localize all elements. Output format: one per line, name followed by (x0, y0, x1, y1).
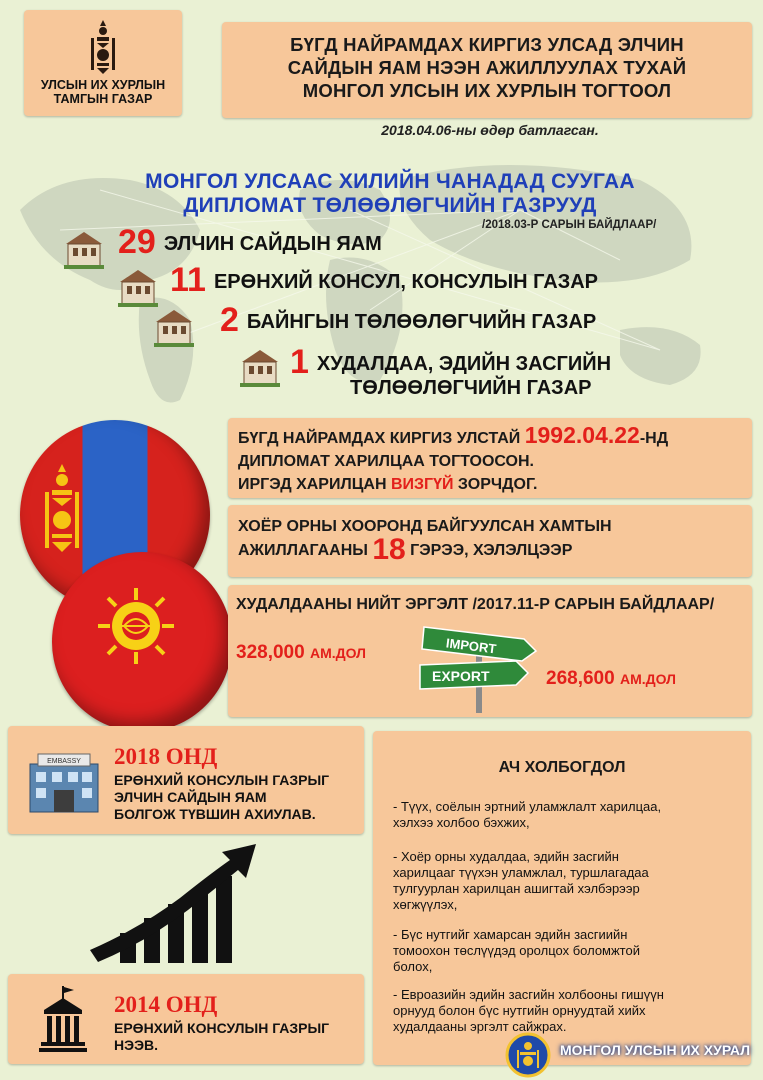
agreements-count: 18 (372, 533, 406, 566)
agreements-suffix: ГЭРЭЭ, ХЭЛЭЛЦЭЭР (405, 542, 573, 559)
embassy-building-icon (24, 750, 104, 816)
approval-date: 2018.04.06-ны өдөр батлагсан. (381, 122, 599, 138)
diplomatic-relations-box (228, 418, 752, 498)
resolution-title-box (222, 22, 752, 118)
milestone-2018-text: ЕРӨНХИЙ КОНСУЛЫН ГАЗРЫГ ЭЛЧИН САЙДЫН ЯАМ БОЛГОЖ ТҮВШИН АХИУЛАВ. (114, 772, 330, 822)
relations-line2: ДИПЛОМАТ ХАРИЛЦАА ТОГТООСОН. (238, 453, 534, 470)
import-export-signpost-icon (416, 621, 546, 713)
import-sign-label: IMPORT (445, 635, 498, 657)
tunduk-sun-icon (96, 586, 176, 666)
kyrgyzstan-flag (52, 552, 232, 732)
parliament-office-logo-box (24, 10, 182, 116)
mission-count: 2 (220, 301, 239, 339)
visa-free-label: ВИЗГҮЙ (390, 476, 454, 493)
export-value: 268,600 АМ.ДОЛ (546, 668, 676, 689)
milestone-2018-box (8, 726, 364, 834)
trade-title: ХУДАЛДААНЫ НИЙТ ЭРГЭЛТ /2017.11-Р САРЫН БАЙДЛААР/ (236, 596, 715, 613)
growth-arrow-icon (80, 838, 280, 968)
significance-title: АЧ ХОЛБОГДОЛ (498, 759, 626, 776)
mission-label-line2: ТӨЛӨӨЛӨГЧИЙН ГАЗАР (350, 377, 592, 399)
visa-suffix: ЗОРЧДОГ. (453, 476, 538, 493)
milestone-2014-year: 2014 ОНД (114, 992, 218, 1017)
consulate-building-icon (38, 984, 88, 1054)
milestone-2014-box (8, 974, 364, 1064)
title-line-2: САЙДЫН ЯАМ НЭЭН АЖИЛЛУУЛАХ ТУХАЙ (287, 57, 687, 78)
significance-item: - Хоёр орны худалдаа, эдийн засгийн харилцааг түүхэн уламжлал, туршлагадаа тулгуурлан харилцан ашигтай хэлбэрээр хөгжүүлэх, (393, 849, 649, 912)
mission-row-consulates (170, 261, 599, 299)
agreements-prefix: АЖИЛЛАГААНЫ (238, 542, 373, 559)
mission-label: БАЙНГЫН ТӨЛӨӨЛӨГЧИЙН ГАЗАР (246, 311, 597, 333)
significance-box (373, 731, 751, 1065)
missions-title-line1: МОНГОЛ УЛСААС ХИЛИЙН ЧАНАДАД СУУГАА (145, 170, 635, 193)
mission-label: ЕРӨНХИЙ КОНСУЛ, КОНСУЛЫН ГАЗАР (213, 271, 599, 293)
mission-label: ХУДАЛДАА, ЭДИЙН ЗАСГИЙН (316, 353, 612, 375)
export-sign-label: EXPORT (432, 668, 490, 684)
title-line-1: БҮГД НАЙРАМДАХ КИРГИЗ УЛСАД ЭЛЧИН (290, 34, 684, 55)
title-line-3: МОНГОЛ УЛСЫН ИХ ХУРЛЫН ТОГТООЛ (302, 80, 672, 101)
consulate-building-icon (116, 266, 160, 308)
agreements-box (228, 505, 752, 577)
significance-item: - Бүс нутгийг хамарсан эдийн засгиийн томоохон төслүүдэд оролцох боломжтой болох, (393, 927, 640, 974)
relations-suffix: -НД (639, 430, 669, 447)
milestone-2014-text: ЕРӨНХИЙ КОНСУЛЫН ГАЗРЫГ НЭЭВ. (114, 1020, 330, 1053)
import-value: 328,000 АМ.ДОЛ (236, 642, 366, 663)
missions-title (90, 170, 690, 218)
embassy-building-icon (62, 228, 106, 270)
mission-count: 29 (118, 223, 156, 261)
embassy-sign-label: EMBASSY (47, 758, 81, 765)
agreements-line1: ХОЁР ОРНЫ ХООРОНД БАЙГУУЛСАН ХАМТЫН (238, 518, 612, 535)
relations-text: БҮГД НАЙРАМДАХ КИРГИЗ УЛСТАЙ (238, 430, 525, 447)
org-name-line2: ТАМГЫН ГАЗАР (53, 92, 153, 106)
footer-label: МОНГОЛ УЛСЫН ИХ ХУРАЛ (560, 1042, 751, 1058)
mission-count: 11 (170, 261, 206, 299)
milestone-2018-year: 2018 ОНД (114, 744, 218, 769)
trade-mission-building-icon (238, 346, 282, 388)
mission-row-embassies (118, 223, 382, 261)
missions-title-line2: ДИПЛОМАТ ТӨЛӨӨЛӨГЧИЙН ГАЗРУУД (183, 194, 597, 217)
permanent-mission-building-icon (152, 306, 196, 348)
significance-item: - Түүх, соёлын эртний уламжлалт харилцаа, хэлхээ холбоо бэхжих, (393, 799, 662, 830)
soyombo-emblem-icon (88, 18, 118, 76)
missions-as-of: /2018.03-Р САРЫН БАЙДЛААР/ (482, 219, 657, 231)
mission-row-permanent (220, 301, 597, 339)
mission-row-trade (290, 343, 612, 400)
significance-item: - Евроазийн эдийн засгийн холбооны гишүүн орнууд болон бүс нутгийн орнуудтай хийх худалдааны эргэлт сайжрах. (393, 987, 664, 1034)
visa-text: ИРГЭД ХАРИЛЦАН (238, 476, 391, 493)
mission-count: 1 (290, 343, 309, 381)
soyombo-icon (42, 462, 82, 558)
org-name-line1: УЛСЫН ИХ ХУРЛЫН (40, 78, 166, 92)
parliament-seal-icon (505, 1032, 551, 1078)
relations-date: 1992.04.22 (524, 422, 640, 448)
trade-turnover-box (228, 585, 752, 717)
mission-label: ЭЛЧИН САЙДЫН ЯАМ (163, 233, 382, 255)
